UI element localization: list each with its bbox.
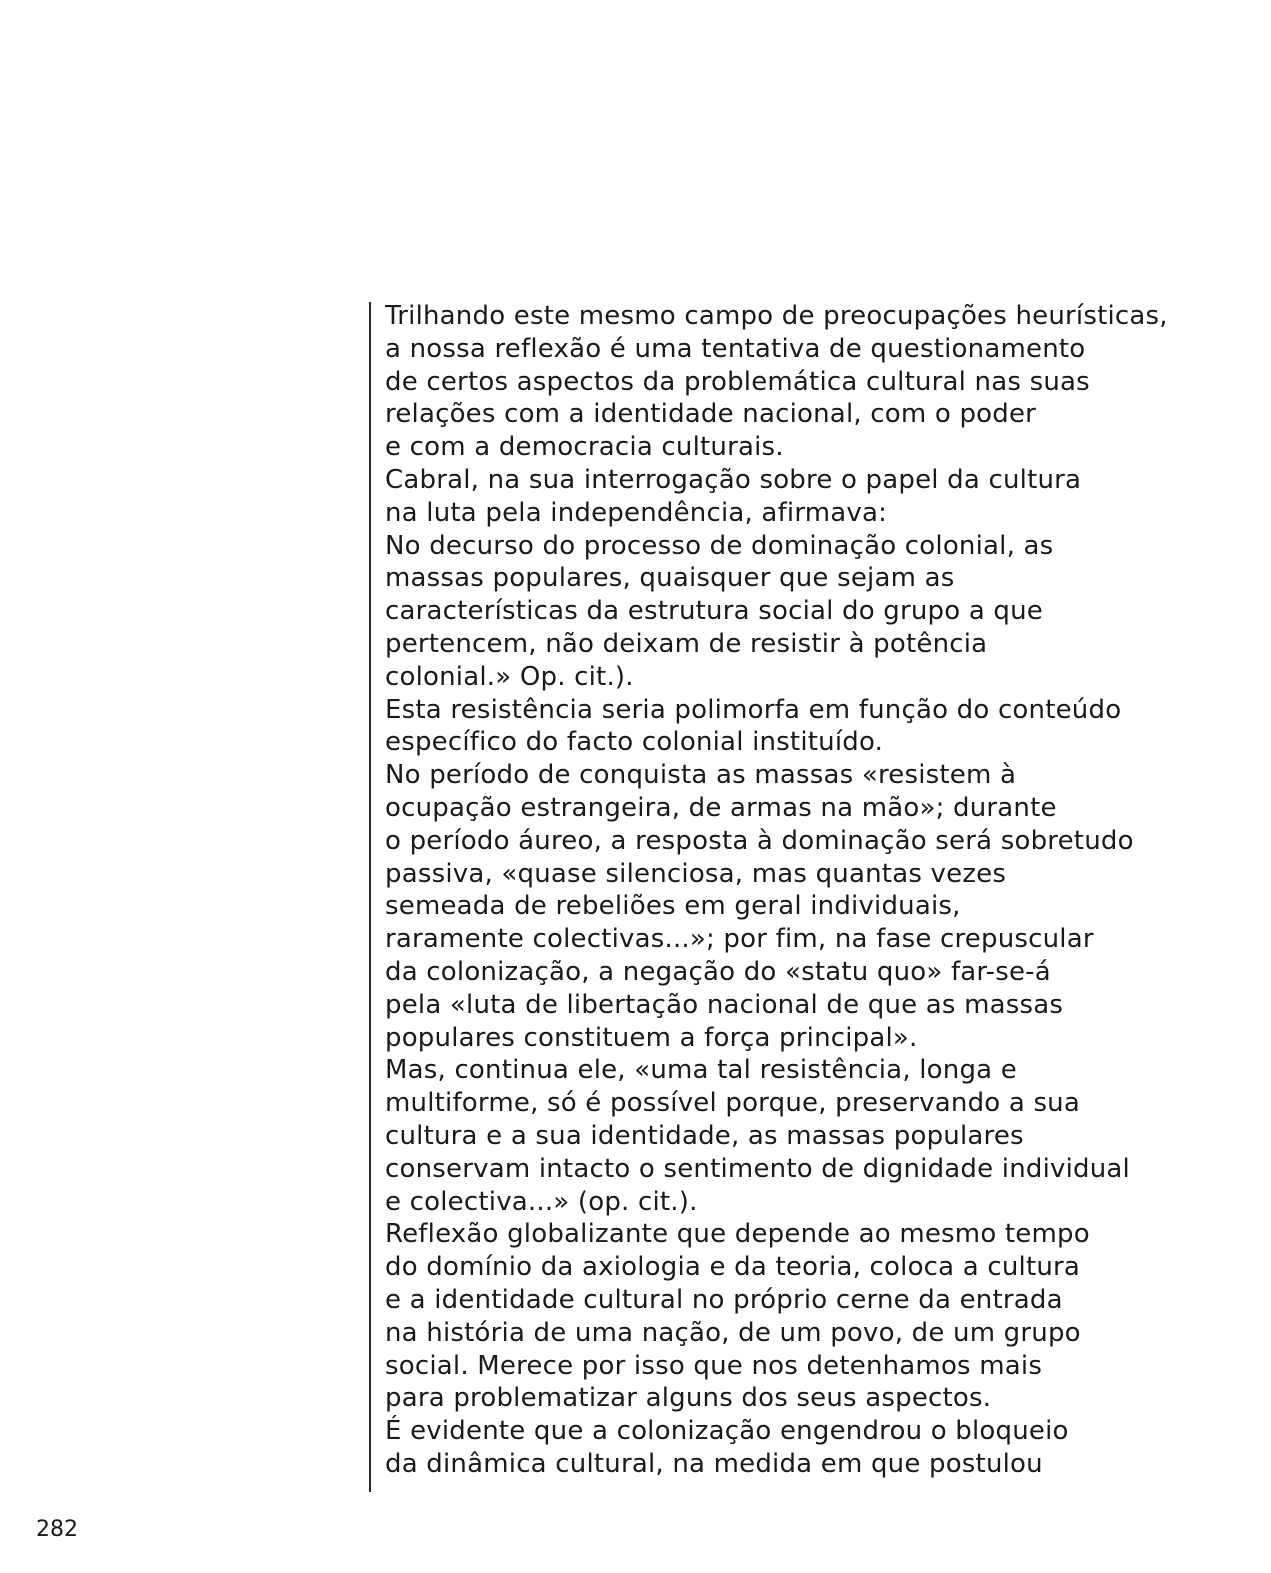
text-line: passiva, «quase silenciosa, mas quantas vezes <box>385 858 1007 889</box>
text-line: semeada de rebeliões em geral individuais, <box>385 891 961 922</box>
text-line: ocupação estrangeira, de armas na mão»; durante <box>385 792 1057 823</box>
text-line: o período áureo, a resposta à dominação será sobretudo <box>385 825 1134 856</box>
text-line: do domínio da axiologia e da teoria, coloca a cultura <box>385 1252 1081 1283</box>
text-line: na luta pela independência, afirmava: <box>385 497 888 528</box>
text-line: da colonização, a negação do «statu quo» far-se-á <box>385 956 1051 987</box>
text-line: e a identidade cultural no próprio cerne da entrada <box>385 1284 1063 1315</box>
text-line: para problematizar alguns dos seus aspectos. <box>385 1383 992 1414</box>
text-line: características da estrutura social do grupo a que <box>385 596 1044 627</box>
text-line: É evidente que a colonização engendrou o bloqueio <box>385 1416 1069 1447</box>
text-line: pertencem, não deixam de resistir à potência <box>385 628 988 659</box>
text-line: cultura e a sua identidade, as massas populares <box>385 1120 1024 1151</box>
text-line: Mas, continua ele, «uma tal resistência, longa e <box>385 1055 1017 1086</box>
text-line: Esta resistência seria polimorfa em função do conteúdo <box>385 694 1122 725</box>
text-line: raramente colectivas...»; por fim, na fase crepuscular <box>385 924 1094 955</box>
text-line: e colectiva...» (op. cit.). <box>385 1186 698 1217</box>
text-line: multiforme, só é possível porque, preservando a sua <box>385 1088 1080 1119</box>
text-line: Trilhando este mesmo campo de preocupações heurísticas, <box>385 301 1168 331</box>
margin-rule <box>369 302 371 1492</box>
text-line: massas populares, quaisquer que sejam as <box>385 563 955 594</box>
text-line: social. Merece por isso que nos detenhamos mais <box>385 1350 1043 1381</box>
body-text <box>385 300 1215 1481</box>
text-line: da dinâmica cultural, na medida em que postulou <box>385 1448 1043 1479</box>
text-line: Cabral, na sua interrogação sobre o papel da cultura <box>385 464 1082 495</box>
text-line: a nossa reflexão é uma tentativa de questionamento <box>385 333 1086 364</box>
text-line: de certos aspectos da problemática cultural nas suas <box>385 366 1090 397</box>
text-line: específico do facto colonial instituído. <box>385 727 884 758</box>
text-line: Reflexão globalizante que depende ao mesmo tempo <box>385 1219 1090 1250</box>
text-line: No período de conquista as massas «resistem à <box>385 760 1017 791</box>
text-line: relações com a identidade nacional, com o poder <box>385 399 1037 430</box>
text-line: conservam intacto o sentimento de dignidade individual <box>385 1153 1130 1184</box>
text-line: colonial.» Op. cit.). <box>385 661 634 692</box>
text-line: e com a democracia culturais. <box>385 432 784 463</box>
text-line: pela «luta de libertação nacional de que as massas <box>385 989 1064 1020</box>
text-line: No decurso do processo de dominação colonial, as <box>385 530 1054 561</box>
page-number: 282 <box>36 1517 78 1542</box>
text-line: na história de uma nação, de um povo, de um grupo <box>385 1317 1081 1348</box>
text-line: populares constituem a força principal». <box>385 1022 918 1053</box>
